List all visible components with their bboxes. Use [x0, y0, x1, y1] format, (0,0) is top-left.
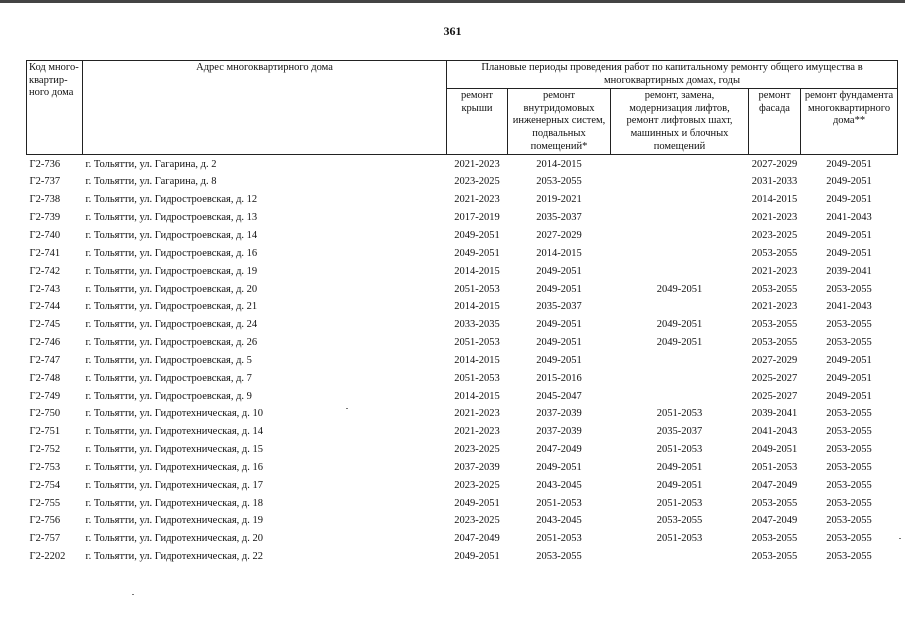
- cell-lifts: 2051-2053: [656, 497, 703, 509]
- cell-roof: 2023-2025: [454, 176, 500, 188]
- cell-systems: 2053-2055: [536, 176, 582, 188]
- cell-lifts: 2049-2051: [656, 283, 703, 295]
- cell-foundation: 2049-2051: [826, 390, 872, 402]
- cell-foundation: 2049-2051: [826, 247, 872, 259]
- cell-roof: 2021-2023: [454, 408, 500, 420]
- cell-address: г. Тольятти, ул. Гидротехническая, д. 22: [85, 551, 264, 563]
- cell-code: Г2-742: [29, 265, 61, 277]
- cell-lifts: [611, 387, 749, 405]
- cell-lifts: [611, 173, 749, 191]
- cell-facade: 2053-2055: [751, 551, 798, 563]
- cell-roof: 2023-2025: [454, 479, 500, 491]
- cell-code: Г2-748: [29, 372, 61, 384]
- cell-facade: 2014-2015: [751, 194, 798, 206]
- cell-foundation: 2049-2051: [826, 194, 872, 206]
- cell-foundation: 2053-2055: [826, 283, 872, 295]
- header-code: Код много-квартир-ного дома: [27, 61, 83, 155]
- cell-systems: 2045-2047: [536, 390, 582, 402]
- cell-lifts: [611, 209, 749, 227]
- cell-systems: 2035-2037: [536, 212, 582, 224]
- cell-foundation: 2049-2051: [826, 176, 872, 188]
- cell-roof: 2021-2023: [454, 194, 500, 206]
- cell-roof: 2033-2035: [454, 319, 500, 331]
- cell-systems: 2051-2053: [536, 497, 582, 509]
- table-row: [27, 441, 898, 459]
- cell-address: г. Тольятти, ул. Гидротехническая, д. 10: [85, 408, 264, 420]
- cell-systems: 2043-2045: [536, 479, 582, 491]
- cell-facade: 2051-2053: [751, 461, 798, 473]
- cell-facade: 2053-2055: [751, 497, 798, 509]
- cell-address: г. Тольятти, ул. Гидротехническая, д. 15: [85, 444, 264, 456]
- cell-lifts: [611, 262, 749, 280]
- cell-foundation: 2053-2055: [826, 461, 872, 473]
- cell-foundation: 2053-2055: [826, 515, 872, 527]
- cell-roof: 2014-2015: [454, 390, 500, 402]
- cell-roof: 2014-2015: [454, 354, 500, 366]
- cell-systems: 2037-2039: [536, 426, 582, 438]
- cell-foundation: 2053-2055: [826, 426, 872, 438]
- cell-lifts: 2049-2051: [656, 319, 703, 331]
- cell-systems: 2047-2049: [536, 444, 582, 456]
- cell-roof: 2021-2023: [454, 426, 500, 438]
- cell-foundation: 2041-2043: [826, 212, 872, 224]
- cell-code: Г2-757: [29, 533, 61, 545]
- table-row: [27, 334, 898, 352]
- header-address: Адрес многоквартирного дома: [83, 61, 447, 155]
- cell-lifts: 2051-2053: [656, 408, 703, 420]
- cell-facade: 2047-2049: [751, 479, 798, 491]
- table-row: [27, 298, 898, 316]
- cell-roof: 2051-2053: [454, 337, 500, 349]
- cell-lifts: [611, 191, 749, 209]
- cell-systems: 2049-2051: [536, 265, 582, 277]
- cell-systems: 2049-2051: [536, 461, 582, 473]
- cell-address: г. Тольятти, ул. Гагарина, д. 8: [85, 176, 217, 188]
- cell-code: Г2-746: [29, 337, 61, 349]
- cell-lifts: [611, 244, 749, 262]
- table-row: [27, 476, 898, 494]
- cell-systems: 2049-2051: [536, 283, 582, 295]
- cell-address: г. Тольятти, ул. Гагарина, д. 2: [85, 158, 217, 170]
- cell-foundation: 2053-2055: [826, 533, 872, 545]
- cell-foundation: 2049-2051: [826, 229, 872, 241]
- cell-address: г. Тольятти, ул. Гидростроевская, д. 13: [85, 212, 258, 224]
- cell-roof: 2051-2053: [454, 283, 500, 295]
- cell-facade: 2053-2055: [751, 337, 798, 349]
- table-row: [27, 512, 898, 530]
- cell-systems: 2049-2051: [536, 319, 582, 331]
- cell-code: Г2-739: [29, 212, 61, 224]
- cell-systems: 2035-2037: [536, 301, 582, 313]
- cell-lifts: [611, 155, 749, 173]
- scan-speck: [346, 408, 348, 409]
- cell-code: Г2-743: [29, 283, 61, 295]
- header-roof: ремонт крыши: [447, 89, 508, 155]
- cell-address: г. Тольятти, ул. Гидростроевская, д. 26: [85, 337, 258, 349]
- cell-roof: 2021-2023: [454, 158, 500, 170]
- table-row: [27, 316, 898, 334]
- table-body: [27, 155, 898, 566]
- cell-code: Г2-744: [29, 301, 61, 313]
- cell-foundation: 2053-2055: [826, 337, 872, 349]
- cell-facade: 2053-2055: [751, 319, 798, 331]
- cell-facade: 2031-2033: [751, 176, 798, 188]
- cell-facade: 2021-2023: [751, 265, 798, 277]
- cell-systems: 2049-2051: [536, 354, 582, 366]
- header-foundation: ремонт фундамента многоквартирного дома**: [801, 89, 898, 155]
- cell-code: Г2-736: [29, 158, 61, 170]
- cell-address: г. Тольятти, ул. Гидростроевская, д. 19: [85, 265, 258, 277]
- cell-lifts: 2035-2037: [656, 426, 703, 438]
- cell-facade: 2053-2055: [751, 247, 798, 259]
- cell-roof: 2014-2015: [454, 265, 500, 277]
- table-row: [27, 351, 898, 369]
- cell-systems: 2014-2015: [536, 247, 582, 259]
- cell-foundation: 2049-2051: [826, 372, 872, 384]
- cell-code: Г2-752: [29, 444, 61, 456]
- table-row: [27, 369, 898, 387]
- cell-address: г. Тольятти, ул. Гидростроевская, д. 12: [85, 194, 258, 206]
- cell-systems: 2019-2021: [536, 194, 582, 206]
- cell-facade: 2039-2041: [751, 408, 798, 420]
- cell-systems: 2049-2051: [536, 337, 582, 349]
- cell-lifts: [611, 369, 749, 387]
- repair-schedule-table: [26, 60, 898, 566]
- cell-lifts: 2049-2051: [656, 461, 703, 473]
- cell-facade: 2027-2029: [751, 158, 798, 170]
- cell-lifts: 2051-2053: [656, 444, 703, 456]
- cell-address: г. Тольятти, ул. Гидростроевская, д. 16: [85, 247, 258, 259]
- header-systems: ремонт внутридомовых инженерных систем, подвальных помещений*: [508, 89, 611, 155]
- cell-code: Г2-751: [29, 426, 61, 438]
- cell-systems: 2043-2045: [536, 515, 582, 527]
- cell-foundation: 2053-2055: [826, 497, 872, 509]
- table-row: [27, 209, 898, 227]
- table-row: [27, 423, 898, 441]
- cell-facade: 2049-2051: [751, 444, 798, 456]
- table-row: [27, 548, 898, 566]
- cell-code: Г2-755: [29, 497, 61, 509]
- cell-roof: 2023-2025: [454, 515, 500, 527]
- cell-address: г. Тольятти, ул. Гидростроевская, д. 9: [85, 390, 252, 402]
- cell-lifts: 2049-2051: [656, 479, 703, 491]
- cell-foundation: 2053-2055: [826, 551, 872, 563]
- scan-top-edge: [0, 0, 905, 3]
- cell-lifts: 2053-2055: [656, 515, 703, 527]
- cell-address: г. Тольятти, ул. Гидростроевская, д. 20: [85, 283, 258, 295]
- table-row: [27, 173, 898, 191]
- table-row: [27, 191, 898, 209]
- table-row: [27, 227, 898, 245]
- table-row: [27, 494, 898, 512]
- cell-code: Г2-2202: [29, 551, 66, 563]
- cell-facade: 2047-2049: [751, 515, 798, 527]
- scan-speck: [899, 538, 901, 539]
- cell-systems: 2014-2015: [536, 158, 582, 170]
- table-row: [27, 459, 898, 477]
- cell-roof: 2049-2051: [454, 551, 500, 563]
- cell-address: г. Тольятти, ул. Гидротехническая, д. 17: [85, 479, 264, 491]
- cell-address: г. Тольятти, ул. Гидротехническая, д. 16: [85, 461, 264, 473]
- cell-code: Г2-756: [29, 515, 61, 527]
- header-facade: ремонт фасада: [749, 89, 801, 155]
- cell-code: Г2-753: [29, 461, 61, 473]
- cell-systems: 2053-2055: [536, 551, 582, 563]
- cell-facade: 2053-2055: [751, 283, 798, 295]
- cell-facade: 2021-2023: [751, 301, 798, 313]
- cell-address: г. Тольятти, ул. Гидротехническая, д. 18: [85, 497, 264, 509]
- cell-systems: 2037-2039: [536, 408, 582, 420]
- cell-foundation: 2053-2055: [826, 444, 872, 456]
- cell-code: Г2-750: [29, 408, 61, 420]
- cell-code: Г2-749: [29, 390, 61, 402]
- cell-address: г. Тольятти, ул. Гидростроевская, д. 24: [85, 319, 258, 331]
- cell-address: г. Тольятти, ул. Гидротехническая, д. 20: [85, 533, 264, 545]
- cell-systems: 2015-2016: [536, 372, 582, 384]
- cell-facade: 2027-2029: [751, 354, 798, 366]
- cell-systems: 2051-2053: [536, 533, 582, 545]
- header-periods: Плановые периоды проведения работ по капитальному ремонту общего имущества в многоквартирных домах, годы: [447, 61, 898, 89]
- cell-foundation: 2039-2041: [826, 265, 872, 277]
- table-row: [27, 155, 898, 173]
- cell-roof: 2051-2053: [454, 372, 500, 384]
- table-row: [27, 405, 898, 423]
- cell-lifts: [611, 548, 749, 566]
- cell-facade: 2021-2023: [751, 212, 798, 224]
- table-row: [27, 387, 898, 405]
- cell-roof: 2014-2015: [454, 301, 500, 313]
- cell-code: Г2-738: [29, 194, 61, 206]
- cell-address: г. Тольятти, ул. Гидростроевская, д. 21: [85, 301, 258, 313]
- cell-code: Г2-741: [29, 247, 61, 259]
- table-row: [27, 280, 898, 298]
- cell-facade: 2053-2055: [751, 533, 798, 545]
- cell-lifts: [611, 298, 749, 316]
- cell-roof: 2049-2051: [454, 497, 500, 509]
- header-lifts: ремонт, замена, модернизация лифтов, ремонт лифтовых шахт, машинных и блочных помещений: [611, 89, 749, 155]
- cell-lifts: 2049-2051: [656, 337, 703, 349]
- table-row: [27, 244, 898, 262]
- table-row: [27, 262, 898, 280]
- cell-address: г. Тольятти, ул. Гидростроевская, д. 14: [85, 229, 258, 241]
- cell-roof: 2023-2025: [454, 444, 500, 456]
- page-number: 361: [443, 24, 462, 38]
- cell-lifts: 2051-2053: [656, 533, 703, 545]
- cell-foundation: 2049-2051: [826, 158, 872, 170]
- cell-code: Г2-737: [29, 176, 61, 188]
- cell-address: г. Тольятти, ул. Гидротехническая, д. 19: [85, 515, 264, 527]
- cell-lifts: [611, 227, 749, 245]
- cell-facade: 2041-2043: [751, 426, 798, 438]
- cell-address: г. Тольятти, ул. Гидротехническая, д. 14: [85, 426, 264, 438]
- cell-code: Г2-740: [29, 229, 61, 241]
- cell-code: Г2-747: [29, 354, 61, 366]
- cell-foundation: 2053-2055: [826, 408, 872, 420]
- cell-roof: 2017-2019: [454, 212, 500, 224]
- cell-code: Г2-754: [29, 479, 61, 491]
- scan-speck: [132, 594, 134, 595]
- cell-address: г. Тольятти, ул. Гидростроевская, д. 5: [85, 354, 252, 366]
- cell-foundation: 2053-2055: [826, 479, 872, 491]
- cell-facade: 2025-2027: [751, 390, 798, 402]
- cell-facade: 2025-2027: [751, 372, 798, 384]
- cell-roof: 2049-2051: [454, 229, 500, 241]
- cell-systems: 2027-2029: [536, 229, 582, 241]
- cell-address: г. Тольятти, ул. Гидростроевская, д. 7: [85, 372, 252, 384]
- cell-roof: 2047-2049: [454, 533, 500, 545]
- cell-roof: 2049-2051: [454, 247, 500, 259]
- cell-roof: 2037-2039: [454, 461, 500, 473]
- cell-foundation: 2049-2051: [826, 354, 872, 366]
- cell-facade: 2023-2025: [751, 229, 798, 241]
- table-row: [27, 530, 898, 548]
- cell-code: Г2-745: [29, 319, 61, 331]
- cell-foundation: 2053-2055: [826, 319, 872, 331]
- cell-foundation: 2041-2043: [826, 301, 872, 313]
- cell-lifts: [611, 351, 749, 369]
